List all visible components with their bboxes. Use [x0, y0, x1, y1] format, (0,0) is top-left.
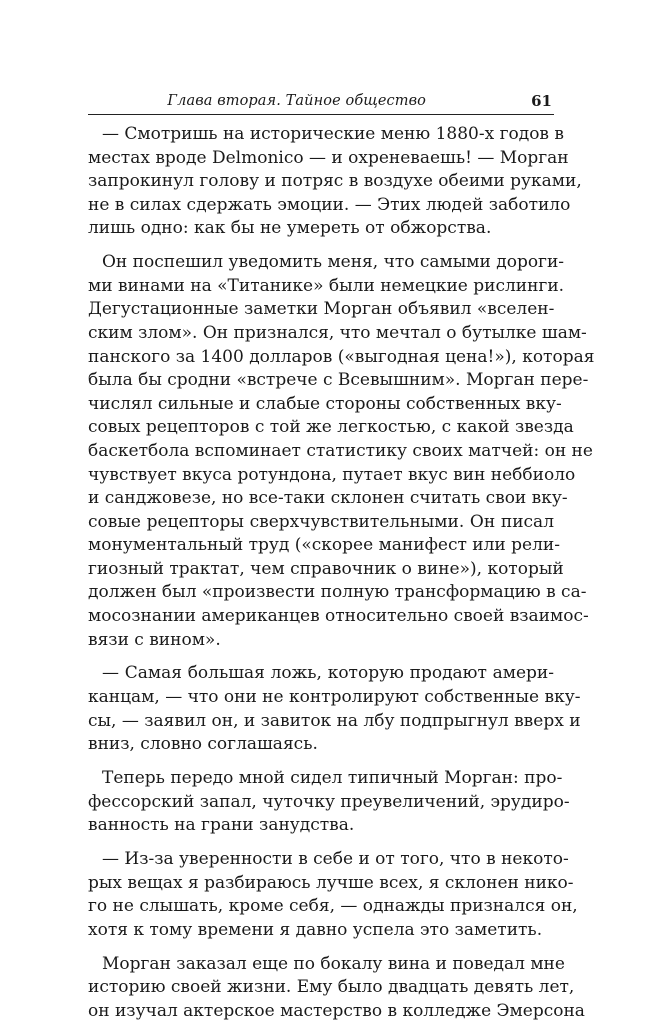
- paragraph: [88, 953, 585, 1023]
- text-line: чувствует вкуса ротундона, путает вкус вин неббиоло: [88, 464, 576, 485]
- text-line: ским злом». Он признался, что мечтал о бутылке шам-: [88, 322, 587, 343]
- text-line: числял сильные и слабые стороны собственных вку-: [88, 393, 562, 414]
- text-line: лишь одно: как бы не умереть от обжорства.: [88, 218, 492, 239]
- text-line: вниз, словно соглашаясь.: [88, 734, 318, 755]
- text-line: панского за 1400 долларов («выгодная цена!»), которая: [88, 346, 595, 367]
- text-line: совые рецепторы сверхчувствительными. Он писал: [88, 511, 554, 532]
- chapter-title: Глава вторая. Тайное общество: [167, 93, 426, 109]
- paragraph: [88, 848, 578, 942]
- text-line: мосознании американцев относительно своей взаимос-: [88, 606, 589, 627]
- text-line: го не слышать, кроме себя, — однажды признался он,: [88, 896, 578, 917]
- text-line: он изучал актерское мастерство в колледже Эмерсона: [88, 1000, 585, 1021]
- text-line: рых вещах я разбираюсь лучше всех, я склонен нико-: [88, 872, 574, 893]
- text-line: фессорский запал, чуточку преувеличений, эрудиро-: [88, 791, 570, 812]
- text-line: гиозный трактат, чем справочник о вине»), который: [88, 558, 564, 579]
- text-line: канцам, — что они не контролируют собственные вку-: [88, 687, 581, 708]
- text-line: запрокинул голову и потряс в воздухе обеими руками,: [88, 171, 582, 192]
- text-line: местах вроде Delmonico — и охреневаешь! — Морган: [88, 147, 569, 168]
- text-line: должен был «произвести полную трансформацию в са-: [88, 582, 587, 603]
- text-line: и санджовезе, но все-таки склонен считать свои вку-: [88, 488, 568, 509]
- text-line: вязи с вином».: [88, 629, 221, 650]
- paragraph: [88, 767, 570, 838]
- text-line: историю своей жизни. Ему было двадцать девять лет,: [88, 977, 575, 998]
- page-number: 61: [531, 92, 552, 110]
- body-text: [88, 123, 595, 1023]
- paragraph: [88, 662, 581, 756]
- text-line: Он поспешил уведомить меня, что самыми дороги-: [102, 252, 565, 273]
- paragraph: [88, 251, 595, 652]
- text-line: баскетбола вспоминает статистику своих матчей: он не: [88, 440, 593, 461]
- text-line: Теперь передо мной сидел типичный Морган: про-: [102, 768, 563, 788]
- text-line: не в силах сдержать эмоции. — Этих людей заботило: [88, 194, 571, 215]
- text-line: монументальный труд («скорее манифест или рели-: [88, 535, 560, 556]
- text-line: — Смотришь на исторические меню 1880-х годов в: [102, 124, 564, 144]
- text-line: хотя к тому времени я давно успела это заметить.: [88, 919, 543, 940]
- running-header: [88, 92, 554, 115]
- text-line: — Самая большая ложь, которую продают амери-: [102, 663, 554, 684]
- text-line: ванность на грани занудства.: [88, 815, 355, 836]
- text-line: Дегустационные заметки Морган объявил «вселен-: [88, 299, 555, 320]
- paragraph: [88, 123, 582, 241]
- text-line: Морган заказал еще по бокалу вина и поведал мне: [102, 953, 565, 974]
- text-line: — Из-за уверенности в себе и от того, что в некото-: [102, 848, 569, 869]
- text-line: ми винами на «Титанике» были немецкие рислинги.: [88, 275, 565, 296]
- text-line: совых рецепторов с той же легкостью, с какой звезда: [88, 417, 574, 438]
- text-line: сы, — заявил он, и завиток на лбу подпрыгнул вверх и: [88, 710, 581, 731]
- text-line: была бы сродни «встрече с Всевышним». Морган пере-: [88, 370, 589, 391]
